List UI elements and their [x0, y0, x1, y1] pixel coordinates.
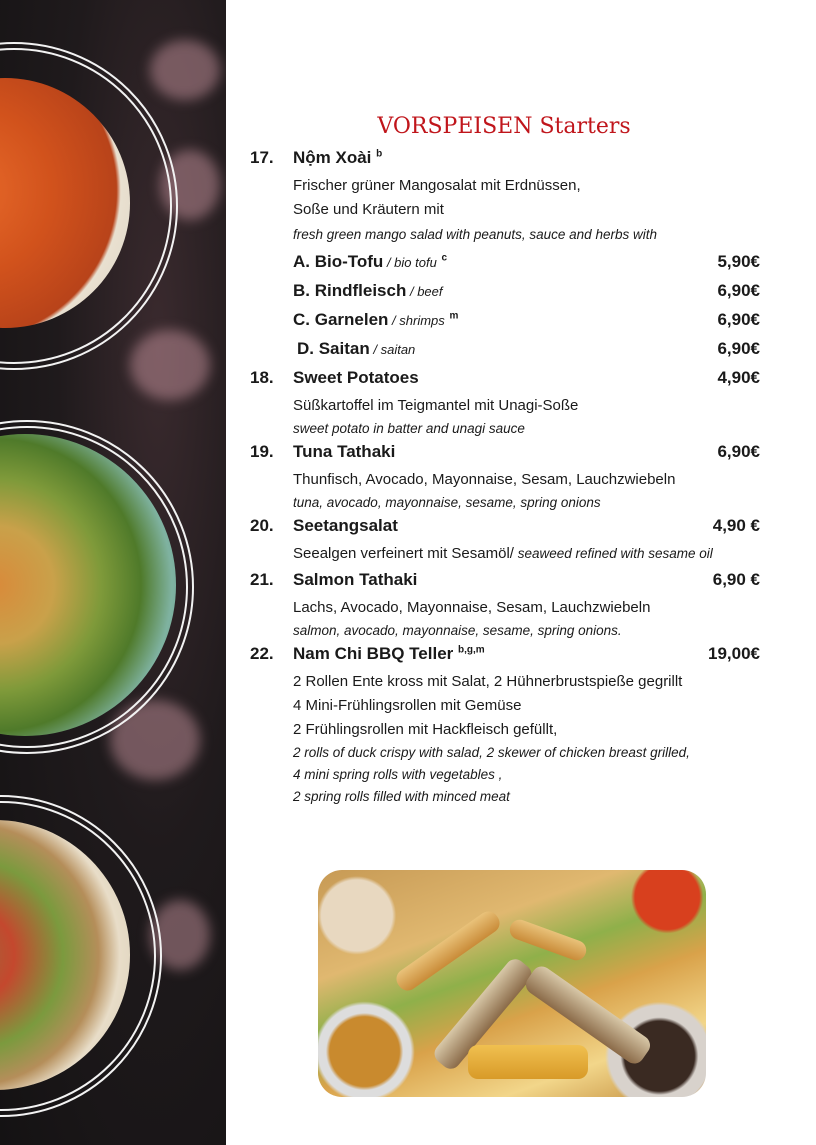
allergen-code: c	[441, 252, 448, 264]
item-name: Tuna Tathaki	[293, 442, 396, 461]
item-description-de: Soße und Kräutern mit	[293, 201, 444, 218]
item-number: 17.	[250, 148, 274, 167]
omelette-shape	[468, 1045, 588, 1079]
item-name: Sweet Potatoes	[293, 368, 419, 387]
item-name: Seetangsalat	[293, 516, 398, 535]
item-number: 19.	[250, 442, 274, 461]
option-translation: / shrimps	[388, 313, 445, 328]
item-name: Salmon Tathaki	[293, 570, 418, 589]
item-number: 20.	[250, 516, 274, 535]
option-translation: / beef	[406, 284, 443, 299]
spring-roll-shape	[507, 917, 589, 963]
item-description-de: Frischer grüner Mangosalat mit Erdnüssen,	[293, 177, 581, 194]
allergen-code: m	[449, 310, 459, 322]
item-description-en: fresh green mango salad with peanuts, sauce and herbs with	[293, 227, 657, 242]
menu-item-18	[250, 368, 760, 440]
option-price: 6,90€	[717, 281, 760, 300]
item-description-en: salmon, avocado, mayonnaise, sesame, spring onions.	[293, 623, 622, 638]
item-description-de: Thunfisch, Avocado, Mayonnaise, Sesam, Lauchzwiebeln	[293, 471, 676, 488]
bbq-platter-image	[318, 870, 706, 1097]
item-number: 21.	[250, 570, 274, 589]
option-name: D. Saitan	[297, 339, 370, 358]
item-price: 6,90€	[717, 442, 760, 461]
item-description-en: tuna, avocado, mayonnaise, sesame, spring onions	[293, 495, 601, 510]
item-description-en: seaweed refined with sesame oil	[513, 546, 713, 561]
item-description-de: 2 Rollen Ente kross mit Salat, 2 Hühnerbrustspieße gegrillt	[293, 673, 683, 690]
item-description	[293, 542, 760, 566]
allergen-code: b	[376, 148, 383, 160]
item-number: 22.	[250, 644, 274, 663]
item-option	[250, 252, 760, 281]
item-price: 6,90 €	[712, 570, 760, 589]
blossom-decoration	[130, 330, 210, 400]
side-photo-strip	[0, 0, 226, 1145]
item-description-en: sweet potato in batter and unagi sauce	[293, 421, 525, 436]
item-option	[250, 310, 760, 339]
option-name: C. Garnelen	[293, 310, 389, 329]
item-name: Nộm Xoài $^b$	[293, 148, 383, 167]
option-name: B. Rindfleisch	[293, 281, 407, 300]
item-option	[250, 281, 760, 310]
option-price: 5,90€	[717, 252, 760, 271]
item-option	[250, 339, 760, 368]
option-name: A. Bio-Tofu	[293, 252, 384, 271]
option-price: 6,90€	[717, 310, 760, 329]
allergen-code: b,g,m	[458, 644, 485, 656]
menu-item-22	[250, 644, 760, 808]
item-price: 4,90 €	[712, 516, 760, 535]
item-description-de: 4 Mini-Frühlingsrollen mit Gemüse	[293, 697, 522, 714]
blossom-decoration	[150, 40, 220, 100]
item-description-de: Süßkartoffel im Teigmantel mit Unagi-Soße	[293, 397, 579, 414]
option-price: 6,90€	[717, 339, 760, 358]
item-description-en: 2 rolls of duck crispy with salad, 2 skewer of chicken breast grilled,	[293, 745, 690, 760]
item-description-de: Seealgen verfeinert mit Sesamöl/	[293, 545, 514, 562]
option-translation: / saitan	[369, 342, 416, 357]
item-price: 19,00€	[708, 644, 760, 663]
item-description-de: Lachs, Avocado, Mayonnaise, Sesam, Lauchzwiebeln	[293, 599, 651, 616]
item-number: 18.	[250, 368, 274, 387]
menu-item-21	[250, 570, 760, 642]
item-price: 4,90€	[717, 368, 760, 387]
item-name: Nam Chi BBQ Teller $^{b,g,m}$	[293, 644, 485, 663]
menu-item-19	[250, 442, 760, 514]
menu-item-17	[250, 148, 760, 368]
option-translation: / bio tofu	[383, 255, 437, 270]
spring-roll-shape	[393, 908, 504, 995]
item-description-en: 4 mini spring rolls with vegetables ,	[293, 767, 503, 782]
menu-item-20	[250, 516, 760, 566]
item-description-en: 2 spring rolls filled with minced meat	[293, 789, 510, 804]
section-title: VORSPEISEN Starters	[377, 114, 631, 139]
item-description-de: 2 Frühlingsrollen mit Hackfleisch gefüllt,	[293, 721, 558, 738]
